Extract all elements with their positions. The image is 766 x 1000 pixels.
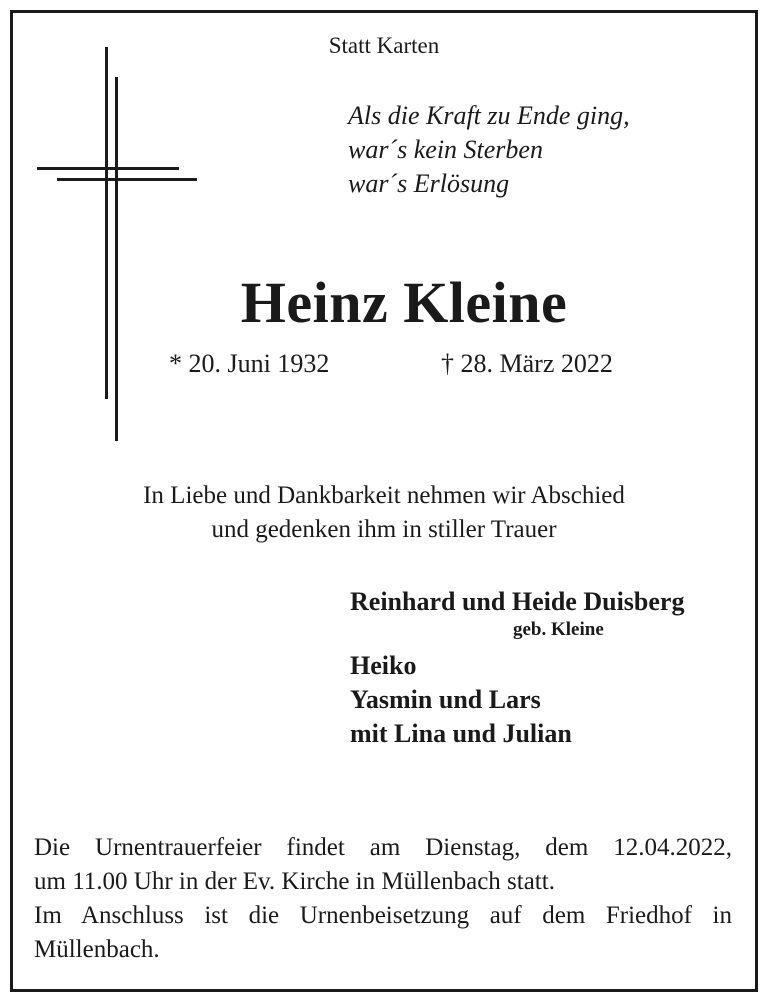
service-info-line: Im Anschluss ist die Urnenbeisetzung auf dem Friedhof in xyxy=(34,902,732,929)
deceased-name: Heinz Kleine xyxy=(240,270,568,335)
obituary-notice xyxy=(10,10,758,992)
mourner-line: Heiko xyxy=(350,651,417,680)
service-info xyxy=(34,831,732,967)
poem-line: war´s Erlösung xyxy=(348,169,510,198)
cross-horizontal-bar-bottom xyxy=(57,178,197,181)
poem xyxy=(348,99,630,201)
mourners-list xyxy=(350,585,684,751)
poem-line: war´s kein Sterben xyxy=(348,135,543,164)
farewell-line: In Liebe und Dankbarkeit nehmen wir Abschied xyxy=(143,482,625,509)
service-info-line: um 11.00 Uhr in der Ev. Kirche in Müllenbach statt. xyxy=(34,868,555,895)
cross-horizontal-bar-top xyxy=(37,167,179,170)
service-info-line: Die Urnentrauerfeier findet am Dienstag, dem 12.04.2022, xyxy=(34,834,732,861)
service-info-line: Müllenbach. xyxy=(34,936,160,963)
death-date: † 28. März 2022 xyxy=(441,349,613,378)
mourner-maiden-name: geb. Kleine xyxy=(513,619,604,640)
mourner-line: Reinhard und Heide Duisberg xyxy=(350,587,685,616)
birth-date: * 20. Juni 1932 xyxy=(169,349,330,378)
mourner-line: Yasmin und Lars xyxy=(350,685,541,714)
cross-vertical-bar-right xyxy=(115,77,118,441)
farewell-text xyxy=(13,479,755,547)
cross-vertical-bar-left xyxy=(105,47,108,399)
statt-karten-heading: Statt Karten xyxy=(328,33,440,58)
poem-line: Als die Kraft zu Ende ging, xyxy=(348,101,630,130)
farewell-line: und gedenken ihm in stiller Trauer xyxy=(211,516,557,543)
mourner-line: mit Lina und Julian xyxy=(350,719,572,748)
